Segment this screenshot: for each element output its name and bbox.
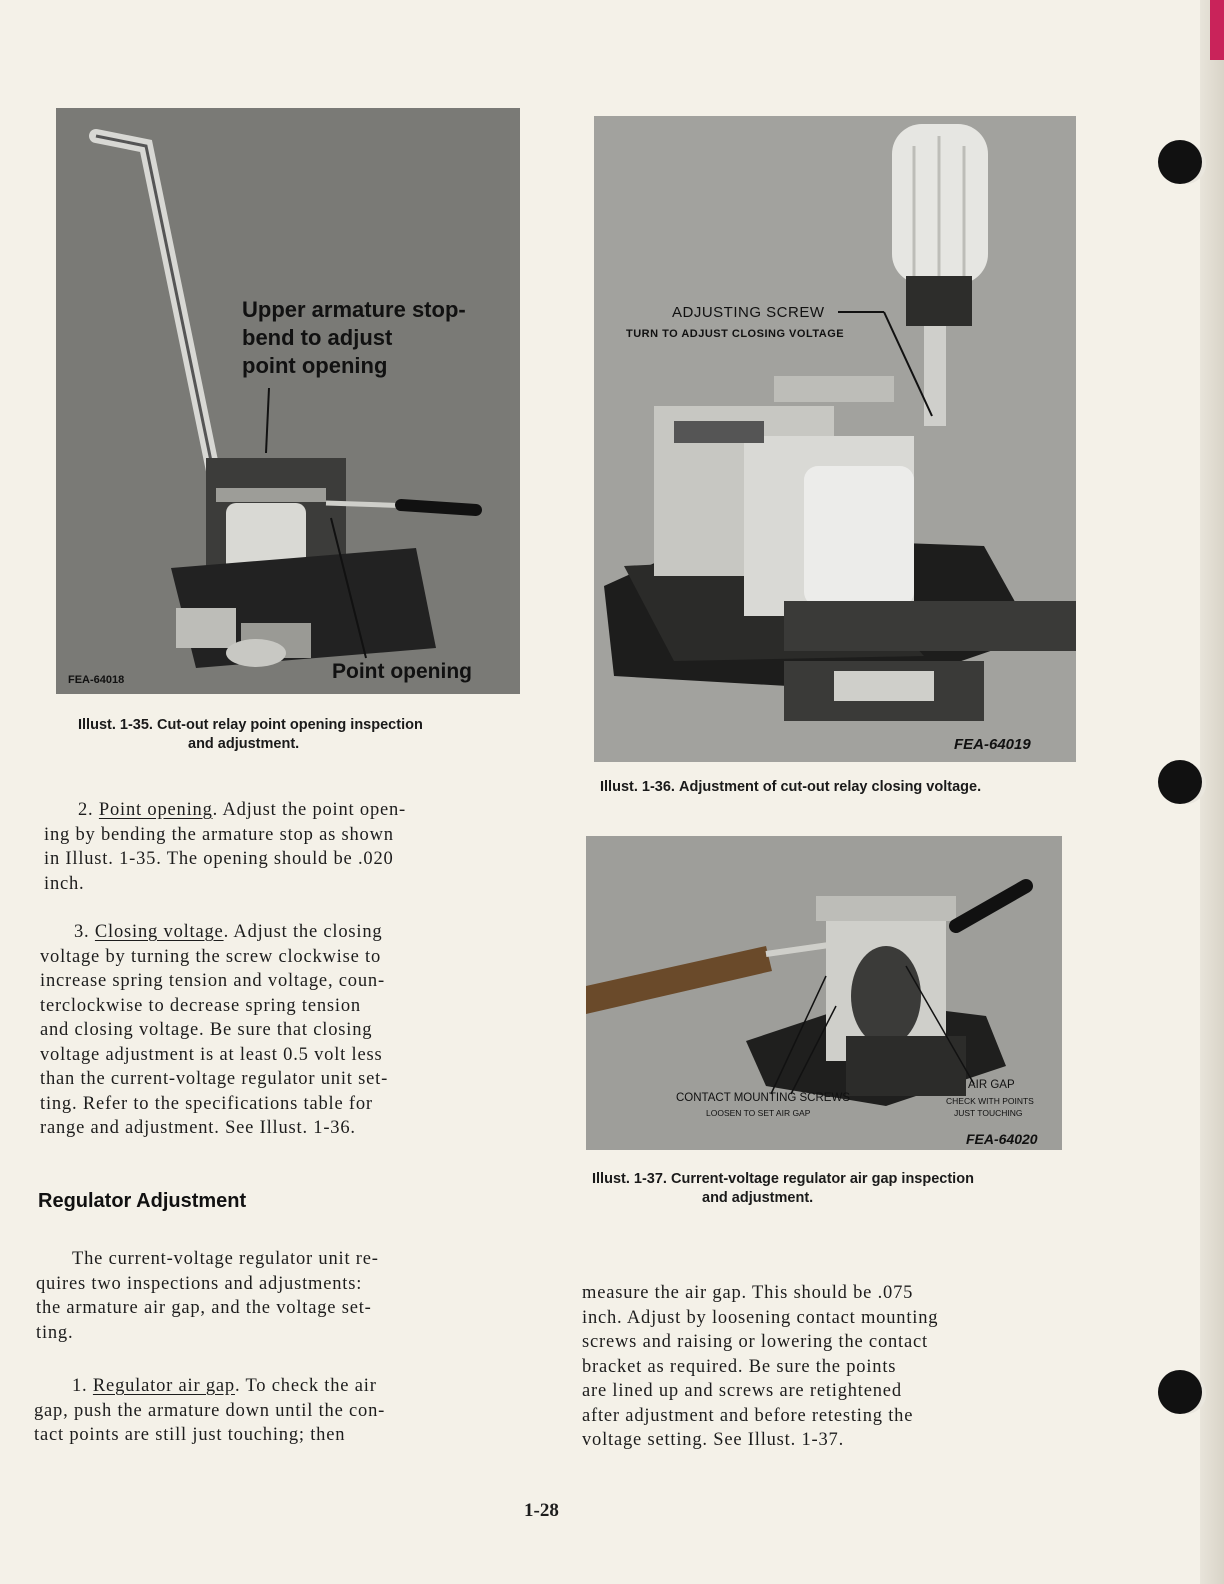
item-text-line: voltage adjustment is at least 0.5 volt less xyxy=(40,1044,383,1065)
item-title: Point opening xyxy=(98,800,213,820)
binder-hole-middle xyxy=(1158,760,1202,804)
caption-number: Illust. 1-36. xyxy=(600,779,675,795)
text-line: after adjustment and before retesting the xyxy=(582,1405,914,1426)
item-text: . Adjust the point open- xyxy=(212,800,407,820)
item-text-line: ting. Refer to the specifications table for xyxy=(40,1093,373,1114)
figure-code: FEA-64020 xyxy=(966,1131,1038,1147)
caption-text: Adjustment of cut-out relay closing voltage. xyxy=(678,779,982,795)
item-text-line: inch. xyxy=(44,873,85,894)
relay-armature-drawing xyxy=(56,108,520,694)
item-number: 3. xyxy=(74,922,90,942)
figure-code: FEA-64019 xyxy=(954,736,1031,753)
text-line: measure the air gap. This should be .075 xyxy=(582,1283,914,1303)
text-line: are lined up and screws are retightened xyxy=(582,1381,902,1401)
item-text: . Adjust the closing xyxy=(223,922,383,942)
page-number: 1-28 xyxy=(524,1500,559,1521)
intro-line: The current-voltage regulator unit re- xyxy=(72,1249,379,1269)
intro-line: quires two inspections and adjustments: xyxy=(36,1273,363,1294)
section-heading: Regulator Adjustment xyxy=(38,1190,247,1212)
callout-upper-line-3: point opening xyxy=(242,353,388,378)
caption-text: Cut-out relay point opening inspection xyxy=(156,717,423,733)
item-text-line: gap, push the armature down until the con- xyxy=(34,1400,386,1421)
text-line: inch. Adjust by loosening contact mounting xyxy=(582,1307,939,1328)
item-text-line: in Illust. 1-35. The opening should be .020 xyxy=(44,849,394,869)
item-text-line: increase spring tension and voltage, coun- xyxy=(40,971,385,991)
callout-air-gap: AIR GAP xyxy=(968,1079,1015,1091)
callout-adjusting-screw: ADJUSTING SCREW xyxy=(672,304,825,321)
caption-text-2: and adjustment. xyxy=(702,1190,814,1206)
text-line: voltage setting. See Illust. 1-37. xyxy=(582,1430,845,1450)
callout-adjusting-screw-sub: TURN TO ADJUST CLOSING VOLTAGE xyxy=(626,328,845,340)
regulator-intro xyxy=(36,1247,530,1345)
text-line: screws and raising or lowering the contact xyxy=(582,1332,928,1352)
figure-1-36-caption xyxy=(600,778,1080,797)
item-text-line: than the current-voltage regulator unit set- xyxy=(40,1069,389,1089)
callout-contact-screws: CONTACT MOUNTING SCREWS xyxy=(676,1092,850,1104)
figure-1-37-caption xyxy=(592,1170,1072,1208)
figure-code: FEA-64018 xyxy=(68,674,125,686)
item-text-line: range and adjustment. See Illust. 1-36. xyxy=(40,1118,356,1138)
page-edge-mark xyxy=(1210,0,1224,60)
item-title: Closing voltage xyxy=(94,922,224,942)
binder-hole-bottom xyxy=(1158,1370,1202,1414)
item-text: . To check the air xyxy=(234,1376,377,1396)
item-2-point-opening xyxy=(44,798,534,896)
item-text-line: tact points are still just touching; then xyxy=(34,1425,346,1445)
callout-contact-screws-sub: LOOSEN TO SET AIR GAP xyxy=(706,1108,811,1118)
screwdriver-relay-drawing xyxy=(594,116,1076,762)
item-title: Regulator air gap xyxy=(92,1376,235,1396)
text-line: bracket as required. Be sure the points xyxy=(582,1356,897,1377)
callout-upper-armature xyxy=(242,296,466,380)
item-text-line: ing by bending the armature stop as shown xyxy=(44,824,394,845)
callout-upper-line-1: Upper armature stop- xyxy=(242,297,466,322)
item-1-regulator-air-gap xyxy=(34,1374,528,1448)
caption-number: Illust. 1-37. xyxy=(592,1171,667,1187)
page-edge xyxy=(1200,0,1224,1584)
caption-text: Current-voltage regulator air gap inspection xyxy=(670,1171,974,1187)
figure-1-37-photo xyxy=(586,836,1062,1150)
binder-hole-top xyxy=(1158,140,1202,184)
right-column-text xyxy=(582,1281,1072,1453)
callout-air-gap-sub-2: JUST TOUCHING xyxy=(954,1108,1023,1118)
figure-1-35-photo xyxy=(56,108,520,694)
intro-line: ting. xyxy=(36,1322,74,1343)
callout-air-gap-sub-1: CHECK WITH POINTS xyxy=(946,1096,1034,1106)
item-text-line: terclockwise to decrease spring tension xyxy=(40,995,361,1016)
item-text-line: voltage by turning the screw clockwise to xyxy=(40,946,382,967)
callout-point-opening: Point opening xyxy=(332,660,472,683)
item-3-closing-voltage xyxy=(40,920,530,1141)
item-number: 2. xyxy=(78,800,94,820)
intro-line: the armature air gap, and the voltage set- xyxy=(36,1298,372,1318)
item-text-line: and closing voltage. Be sure that closing xyxy=(40,1020,373,1040)
item-number: 1. xyxy=(72,1376,88,1396)
figure-1-35-caption xyxy=(78,716,518,754)
caption-text-2: and adjustment. xyxy=(188,736,300,752)
figure-1-36-photo xyxy=(594,116,1076,762)
callout-upper-line-2: bend to adjust xyxy=(242,325,393,350)
caption-number: Illust. 1-35. xyxy=(78,717,153,733)
